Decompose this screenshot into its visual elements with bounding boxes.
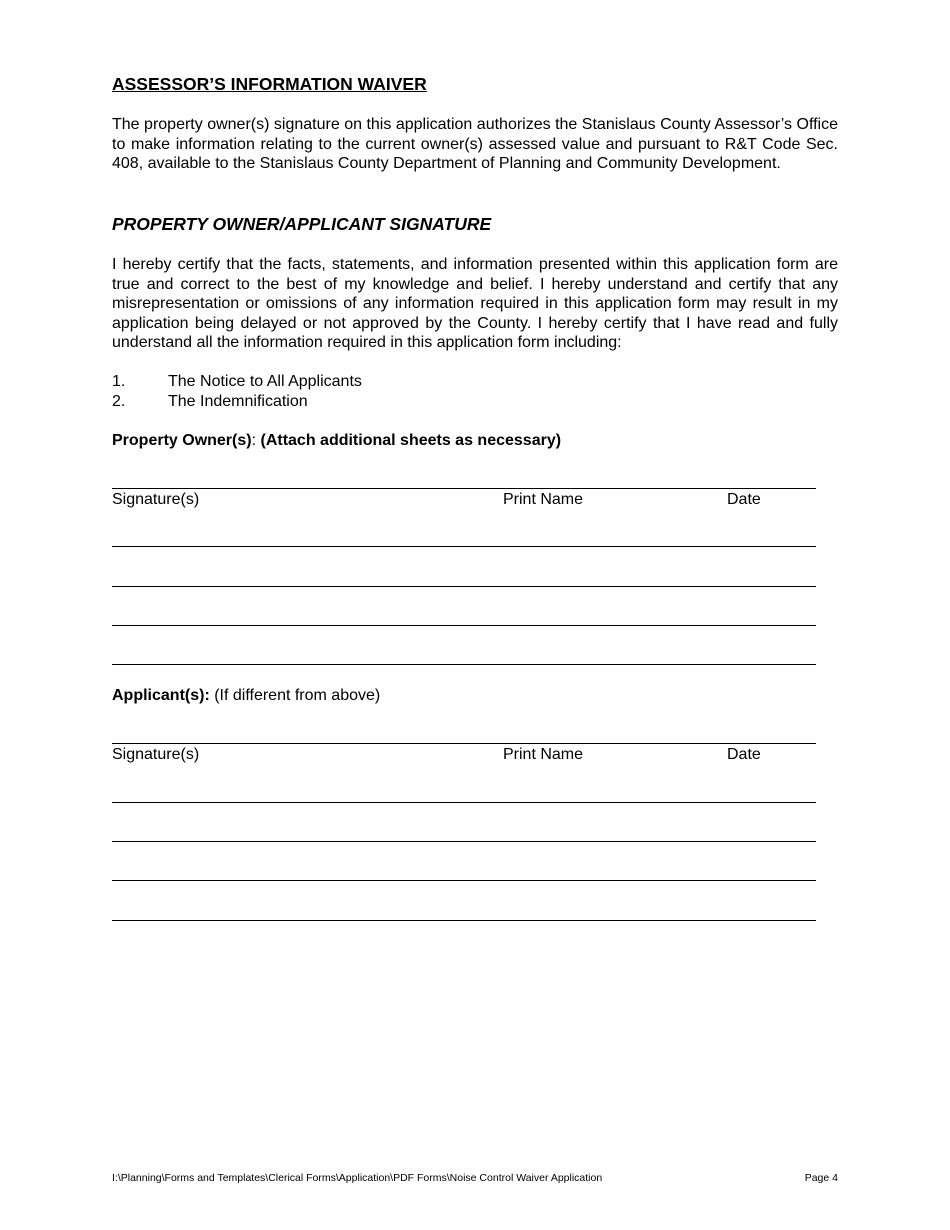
applicant-signature-line[interactable] [112,743,816,744]
footer-file-path: I:\Planning\Forms and Templates\Clerical Forms\Application\PDF Forms\Noise Control Waiver Application [112,1172,603,1184]
owner-print-name-column-label: Print Name [503,491,584,508]
property-owners-label-note: (Attach additional sheets as necessary) [260,432,562,449]
owner-signature-line[interactable] [112,586,816,587]
applicant-signature-line[interactable] [112,880,816,881]
applicant-date-column-label: Date [727,746,761,763]
certification-paragraph: I hereby certify that the facts, statements, and information presented within this application form are true and correct to the best of my knowledge and belief. I hereby understand and certify that any misrepresentation or omissions of any information required in this application form may result in my application being delayed or not approved by the County. I hereby certify that I have read and fully understand all the information required in this application form including: [112,256,838,352]
waiver-paragraph: The property owner(s) signature on this application authorizes the Stanislaus County Assessor’s Office to make information relating to the current owner(s) assessed value and pursuant to R&T Code Sec. 408, available to the Stanislaus County Department of Planning and Community Development. [112,116,838,173]
property-owners-label-bold: Property Owner(s) [112,432,252,449]
applicant-signature-line[interactable] [112,920,816,921]
applicant-signature-line[interactable] [112,802,816,803]
footer-page-number: Page 4 [804,1172,838,1184]
list-item-text: The Notice to All Applicants [168,373,362,390]
applicant-print-name-column-label: Print Name [503,746,584,763]
signature-section-title: PROPERTY OWNER/APPLICANT SIGNATURE [112,214,492,234]
owner-date-column-label: Date [727,491,761,508]
owner-signature-line[interactable] [112,546,816,547]
owner-signature-line[interactable] [112,625,816,626]
applicant-signature-line[interactable] [112,841,816,842]
applicants-label-bold: Applicant(s): [112,687,210,704]
owner-signature-line[interactable] [112,488,816,489]
list-item-text: The Indemnification [168,393,308,410]
property-owners-label-colon: : [251,432,261,449]
applicant-signature-column-label: Signature(s) [112,746,200,763]
applicants-label [112,686,380,706]
list-item-number: 2. [112,393,126,410]
owner-signature-line[interactable] [112,664,816,665]
list-item-number: 1. [112,373,126,390]
waiver-title: ASSESSOR’S INFORMATION WAIVER [112,74,427,94]
property-owners-label [112,431,561,451]
owner-signature-column-label: Signature(s) [112,491,200,508]
applicants-label-note: (If different from above) [209,687,381,704]
